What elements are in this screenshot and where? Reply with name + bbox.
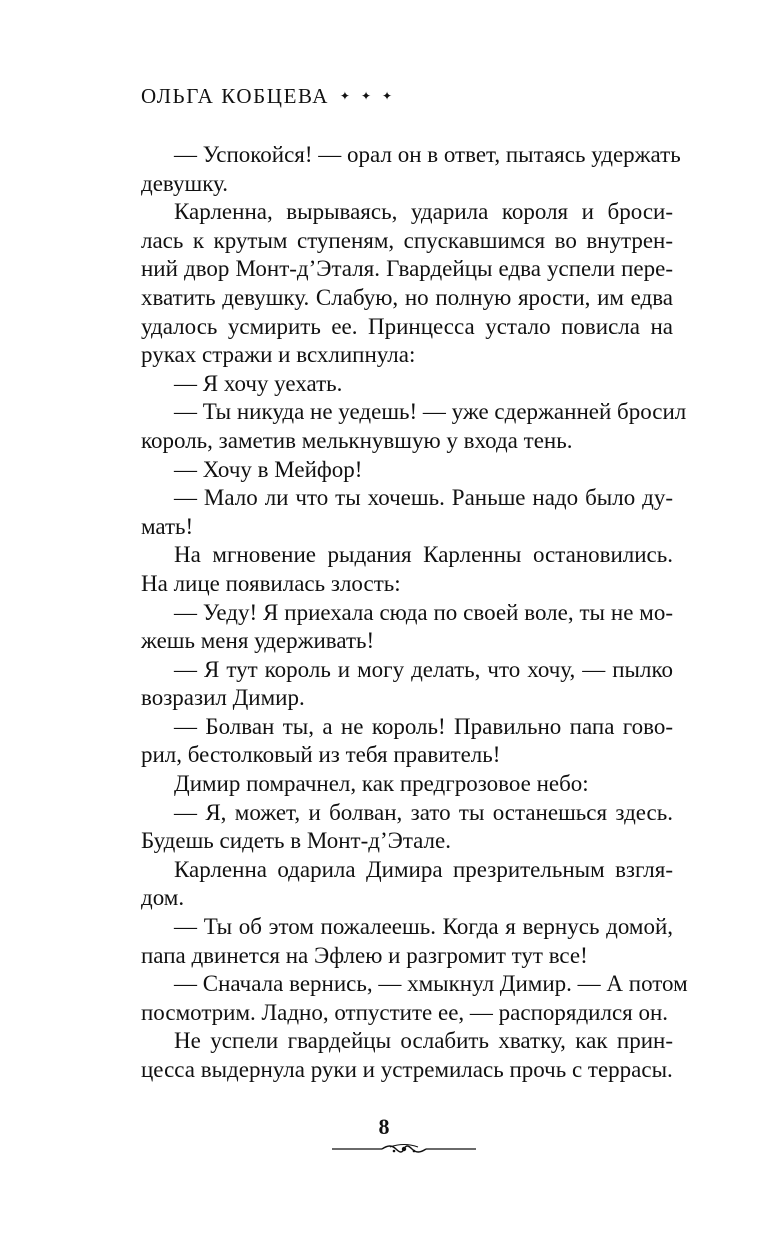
text-line: — Уеду! Я приехала сюда по своей воле, ты не мо- bbox=[174, 599, 673, 625]
text-line: Будешь сидеть в Монт-д’Этале. bbox=[141, 828, 451, 854]
text-line: Карленна одарила Димира презрительным взгля- bbox=[174, 856, 673, 882]
author-name: ОЛЬГА КОБЦЕВА bbox=[141, 84, 330, 108]
text-line: — Болван ты, а не король! Правильно папа гово- bbox=[174, 713, 673, 739]
text-line: король, заметив мелькнувшую у входа тень. bbox=[141, 427, 573, 453]
running-header bbox=[141, 84, 396, 109]
text-line: — Ты об этом пожалеешь. Когда я вернусь домой, bbox=[174, 914, 673, 940]
text-line: папа двинется на Эфлею и разгромит тут все! bbox=[141, 942, 588, 968]
text-line: мать! bbox=[141, 513, 194, 539]
text-line: дом. bbox=[141, 885, 185, 911]
text-line: — Мало ли что ты хочешь. Раньше надо было ду- bbox=[174, 485, 673, 511]
text-line: руках стражи и всхлипнула: bbox=[141, 342, 416, 368]
text-line: На лице появилась злость: bbox=[141, 570, 401, 596]
text-line: — Я хочу уехать. bbox=[174, 370, 343, 396]
text-line: возразил Димир. bbox=[141, 685, 305, 711]
text-line: — Сначала вернись, — хмыкнул Димир. — А потом bbox=[174, 971, 688, 997]
text-line: — Успокойся! — орал он в ответ, пытаясь удержать bbox=[174, 142, 681, 167]
text-line: Карленна, вырываясь, ударила короля и броси- bbox=[174, 199, 673, 225]
text-line: посмотрим. Ладно, отпустите ее, — распорядился он. bbox=[141, 999, 669, 1025]
text-line: — Ты никуда не уедешь! — уже сдержанней бросил bbox=[174, 399, 687, 425]
text-line: На мгновение рыдания Карленны остановились. bbox=[174, 542, 673, 568]
body-text bbox=[141, 141, 688, 1085]
text-line: ний двор Монт-д’Эталя. Гвардейцы едва успели пере- bbox=[141, 256, 673, 282]
header-stars-ornament: ✦ ✦ ✦ bbox=[339, 89, 397, 103]
text-line: жешь меня удерживать! bbox=[141, 628, 375, 654]
text-line: — Хочу в Мейфор! bbox=[174, 456, 363, 482]
text-line: — Я, может, и болван, зато ты останешься здесь. bbox=[174, 799, 673, 825]
text-line: — Я тут король и могу делать, что хочу, — пылко bbox=[174, 656, 673, 682]
text-line: Не успели гвардейцы ослабить хватку, как прин- bbox=[174, 1028, 673, 1054]
text-line: хватить девушку. Слабую, но полную ярости, им едва bbox=[141, 284, 673, 310]
page-ornament-icon bbox=[332, 1142, 476, 1156]
text-line: рил, бестолковый из тебя правитель! bbox=[141, 742, 501, 768]
text-line: девушку. bbox=[141, 170, 228, 196]
text-line: Димир помрачнел, как предгрозовое небо: bbox=[174, 771, 589, 797]
text-line: удалось усмирить ее. Принцесса устало повисла на bbox=[141, 313, 673, 339]
page-number: 8 bbox=[378, 1114, 390, 1139]
text-line: лась к крутым ступеням, спускавшимся во внутрен- bbox=[141, 227, 673, 253]
text-line: цесса выдернула руки и устремилась прочь с террасы. bbox=[141, 1057, 673, 1082]
